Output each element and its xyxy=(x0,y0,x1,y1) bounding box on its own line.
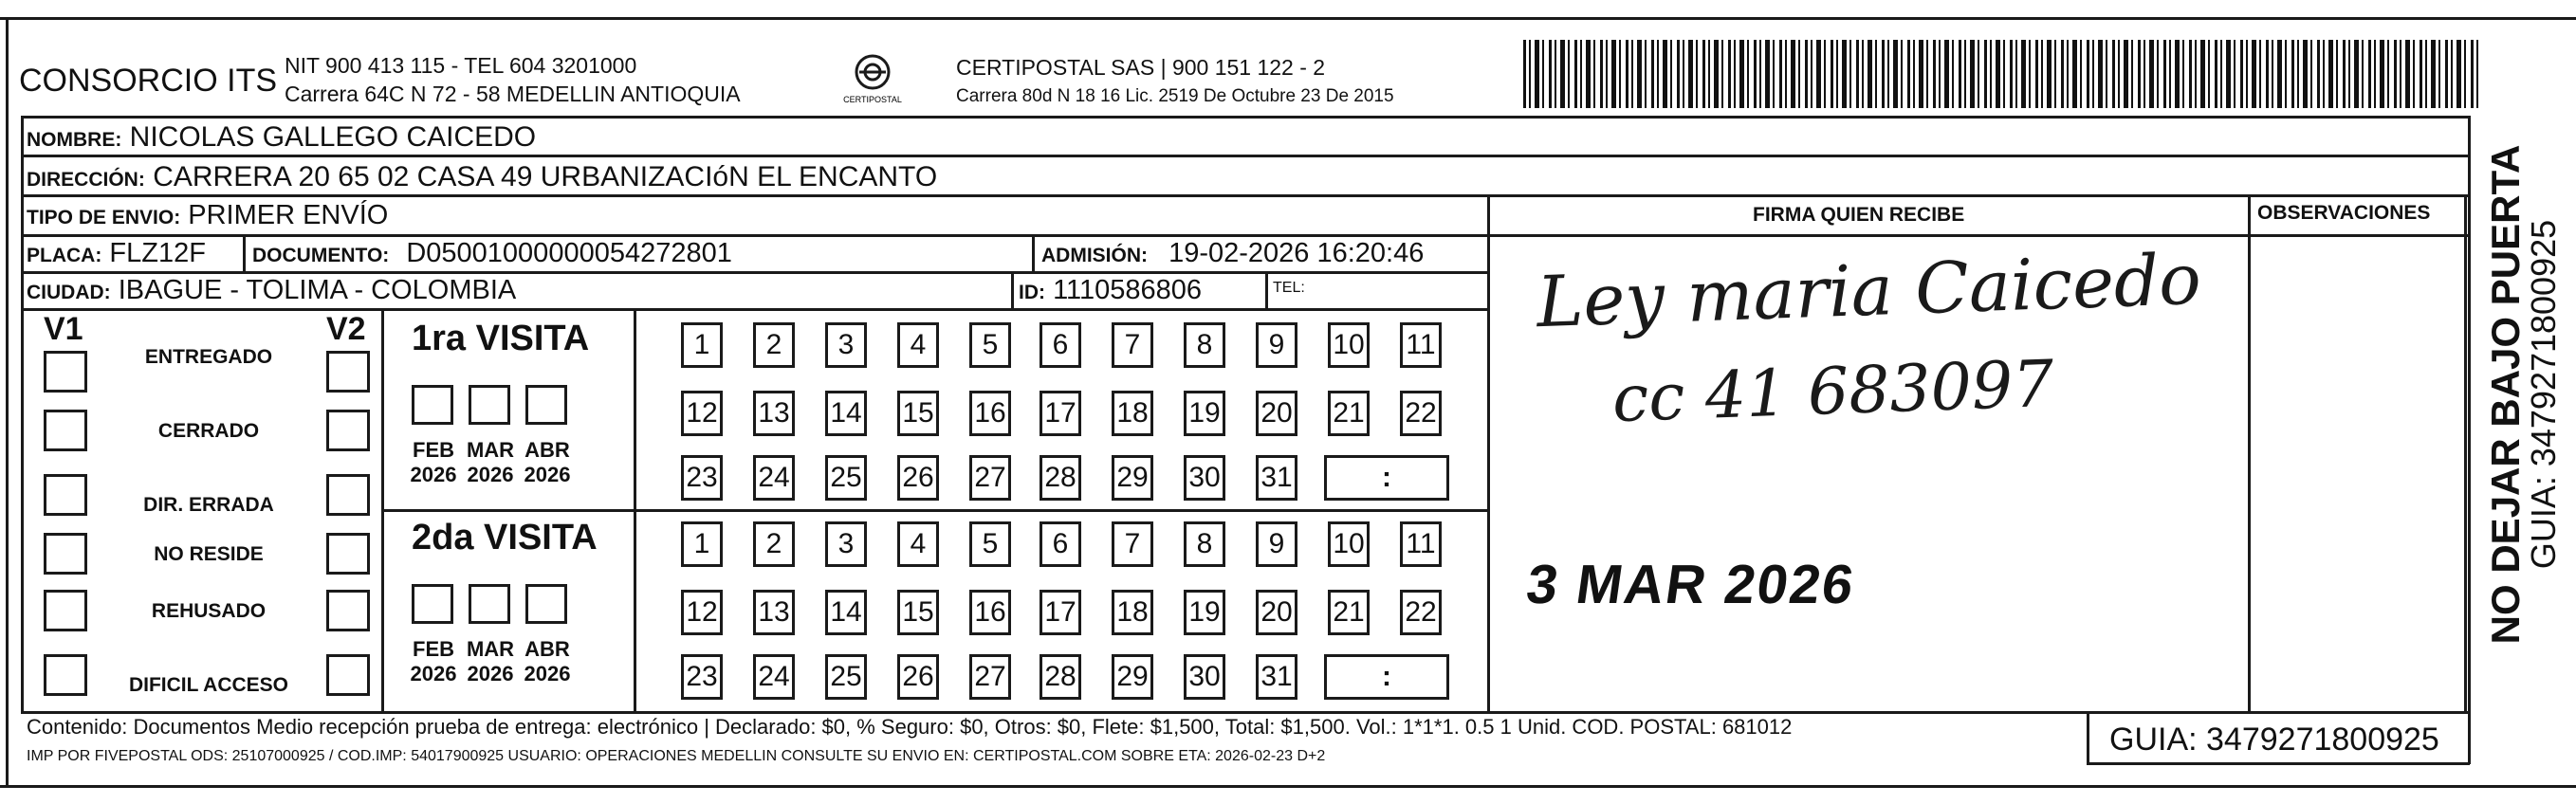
day-box[interactable]: 19 xyxy=(1184,391,1225,436)
day-box[interactable]: 28 xyxy=(1040,455,1081,501)
day-box[interactable]: 17 xyxy=(1040,590,1081,635)
type-row xyxy=(27,202,388,229)
status-checkbox-v1[interactable] xyxy=(44,590,87,631)
day-box[interactable]: 4 xyxy=(897,322,939,368)
day-box[interactable]: 18 xyxy=(1112,391,1153,436)
admission-label: ADMISIÓN: xyxy=(1041,245,1148,266)
year-label: 2026 xyxy=(467,662,514,685)
day-box[interactable]: 5 xyxy=(969,521,1011,567)
day-box[interactable]: 10 xyxy=(1328,521,1370,567)
recipient-name: NICOLAS GALLEGO CAICEDO xyxy=(129,121,537,153)
day-box[interactable]: 3 xyxy=(825,521,867,567)
day-box[interactable]: 6 xyxy=(1040,521,1081,567)
day-box[interactable]: 23 xyxy=(681,455,723,501)
plate-label: PLACA: xyxy=(27,245,102,266)
year-label: 2026 xyxy=(524,463,571,486)
day-box[interactable]: 4 xyxy=(897,521,939,567)
id-row xyxy=(1019,277,1202,304)
day-box[interactable]: 23 xyxy=(681,654,723,700)
day-box[interactable]: 2 xyxy=(753,322,795,368)
day-box[interactable]: 8 xyxy=(1184,521,1225,567)
status-checkbox-v2[interactable] xyxy=(326,410,370,451)
day-box[interactable]: 24 xyxy=(753,455,795,501)
status-checkbox-v1[interactable] xyxy=(44,654,87,696)
day-box[interactable]: 16 xyxy=(969,590,1011,635)
day-box[interactable]: 14 xyxy=(825,590,867,635)
status-checkbox-v2[interactable] xyxy=(326,590,370,631)
tel-label: TEL: xyxy=(1273,280,1305,296)
v1-header: V1 xyxy=(44,311,83,347)
status-checkbox-v2[interactable] xyxy=(326,351,370,393)
day-box[interactable]: 16 xyxy=(969,391,1011,436)
day-box[interactable]: 30 xyxy=(1184,654,1225,700)
status-label: CERRADO xyxy=(157,420,260,442)
day-box[interactable]: 8 xyxy=(1184,322,1225,368)
name-row xyxy=(27,123,536,152)
day-box[interactable]: 1 xyxy=(681,521,723,567)
day-box[interactable]: 31 xyxy=(1256,455,1297,501)
day-box[interactable]: 26 xyxy=(897,455,939,501)
day-box[interactable]: 19 xyxy=(1184,590,1225,635)
month-label: FEB xyxy=(413,438,454,462)
id-value: 1110586806 xyxy=(1053,275,1203,305)
carrier-name: CERTIPOSTAL SAS | 900 151 122 - 2 xyxy=(956,55,1326,80)
observations-header: OBSERVACIONES xyxy=(2257,202,2431,224)
barcode xyxy=(1523,40,2481,108)
year-label: 2026 xyxy=(410,463,457,486)
day-box[interactable]: 7 xyxy=(1112,322,1153,368)
recipient-address: CARRERA 20 65 02 CASA 49 URBANIZACIóN EL ENCANTO xyxy=(153,161,938,192)
month-label: MAR xyxy=(466,438,515,462)
status-label: NO RESIDE xyxy=(154,543,264,565)
day-box[interactable]: 13 xyxy=(753,590,795,635)
handwritten-signature[interactable]: Ley maria Caicedo xyxy=(1535,238,2203,344)
admission-row xyxy=(1041,240,1424,267)
day-box[interactable]: 12 xyxy=(681,391,723,436)
year-label: 2026 xyxy=(410,662,457,685)
day-box[interactable]: 1 xyxy=(681,322,723,368)
footer-guia: GUIA: 3479271800925 xyxy=(2109,722,2439,758)
type-label: TIPO DE ENVIO: xyxy=(27,207,181,228)
day-box[interactable]: 20 xyxy=(1256,391,1297,436)
month-label: FEB xyxy=(413,637,454,661)
day-box[interactable]: 2 xyxy=(753,521,795,567)
status-label: DIR. ERRADA xyxy=(143,494,274,516)
year-label: 2026 xyxy=(524,662,571,685)
status-checkbox-v1[interactable] xyxy=(44,410,87,451)
status-label: REHUSADO xyxy=(151,600,267,622)
certipostal-logo-icon xyxy=(835,51,911,108)
footer-contents: Contenido: Documentos Medio recepción prueba de entrega: electrónico | Declarado: $0, % Seguro: $0, Otros: $0, Flete: $1,500, Total: $1,500. Vol.: 1*1*1. 0.5 1 Unid. COD. POSTAL: 681012 xyxy=(27,715,1793,739)
year-label: 2026 xyxy=(467,463,514,486)
city-row xyxy=(27,277,516,304)
handwritten-id-number: cc 41 683097 xyxy=(1610,346,2055,438)
status-checkbox-v2[interactable] xyxy=(326,654,370,696)
day-box[interactable]: 9 xyxy=(1256,322,1297,368)
day-box[interactable]: 27 xyxy=(969,654,1011,700)
month-checkbox[interactable] xyxy=(469,385,510,425)
month-checkbox[interactable] xyxy=(525,385,567,425)
day-box[interactable]: 31 xyxy=(1256,654,1297,700)
plate-row xyxy=(27,240,206,267)
day-box[interactable]: 29 xyxy=(1112,455,1153,501)
city-label: CIUDAD: xyxy=(27,282,111,303)
month-checkbox[interactable] xyxy=(412,385,453,425)
status-checkbox-v1[interactable] xyxy=(44,474,87,516)
status-label: ENTREGADO xyxy=(144,346,273,368)
address-label: DIRECCIÓN: xyxy=(27,169,145,191)
shipment-type: PRIMER ENVÍO xyxy=(188,200,389,230)
svg-text:CERTIPOSTAL: CERTIPOSTAL xyxy=(843,95,902,104)
day-box[interactable]: 28 xyxy=(1040,654,1081,700)
time-box[interactable]: : xyxy=(1324,654,1449,700)
day-box[interactable]: 9 xyxy=(1256,521,1297,567)
day-box[interactable]: 30 xyxy=(1184,455,1225,501)
month-label: ABR xyxy=(524,438,570,462)
day-box[interactable]: 24 xyxy=(753,654,795,700)
day-box[interactable]: 3 xyxy=(825,322,867,368)
document-value: D05001000000054272801 xyxy=(406,238,732,268)
date-stamp: 3 MAR 2026 xyxy=(1522,554,1860,615)
time-box[interactable]: : xyxy=(1324,455,1449,501)
day-box[interactable]: 15 xyxy=(897,590,939,635)
side-guia: GUIA: 3479271800925 xyxy=(2524,219,2563,570)
day-box[interactable]: 7 xyxy=(1112,521,1153,567)
day-box[interactable]: 15 xyxy=(897,391,939,436)
day-box[interactable]: 25 xyxy=(825,455,867,501)
visit-title: 1ra VISITA xyxy=(412,319,590,358)
status-checkbox-v1[interactable] xyxy=(44,533,87,575)
day-box[interactable]: 25 xyxy=(825,654,867,700)
signature-header: FIRMA QUIEN RECIBE xyxy=(1753,204,1965,226)
address-row xyxy=(27,163,937,192)
day-box[interactable]: 10 xyxy=(1328,322,1370,368)
day-box[interactable]: 12 xyxy=(681,590,723,635)
status-checkbox-v2[interactable] xyxy=(326,474,370,516)
sender-name: CONSORCIO ITS xyxy=(19,63,278,99)
day-box[interactable]: 6 xyxy=(1040,322,1081,368)
day-box[interactable]: 27 xyxy=(969,455,1011,501)
month-checkbox[interactable] xyxy=(469,584,510,624)
month-label: MAR xyxy=(466,637,515,661)
side-text xyxy=(2470,123,2574,692)
day-box[interactable]: 14 xyxy=(825,391,867,436)
day-box[interactable]: 21 xyxy=(1328,590,1370,635)
admission-value: 19-02-2026 16:20:46 xyxy=(1168,238,1425,268)
month-label: ABR xyxy=(524,637,570,661)
day-box[interactable]: 26 xyxy=(897,654,939,700)
document-row xyxy=(252,240,732,267)
document-label: DOCUMENTO: xyxy=(252,245,390,266)
month-checkbox[interactable] xyxy=(412,584,453,624)
v2-header: V2 xyxy=(326,311,366,347)
day-box[interactable]: 21 xyxy=(1328,391,1370,436)
status-checkbox-v2[interactable] xyxy=(326,533,370,575)
status-checkbox-v1[interactable] xyxy=(44,351,87,393)
day-box[interactable]: 5 xyxy=(969,322,1011,368)
city-value: IBAGUE - TOLIMA - COLOMBIA xyxy=(118,275,517,305)
status-label: DIFICIL ACCESO xyxy=(128,674,288,696)
day-box[interactable]: 22 xyxy=(1400,391,1442,436)
sender-nit: NIT 900 413 115 - TEL 604 3201000 xyxy=(285,53,637,78)
day-box[interactable]: 18 xyxy=(1112,590,1153,635)
month-checkbox[interactable] xyxy=(525,584,567,624)
footer-imp: IMP POR FIVEPOSTAL ODS: 25107000925 / COD.IMP: 54017900925 USUARIO: OPERACIONES MEDELLIN CONSULTE SU ENVIO EN: CERTIPOSTAL.COM SOBRE ETA: 2026-02-23 D+2 xyxy=(27,748,1326,764)
sender-address: Carrera 64C N 72 - 58 MEDELLIN ANTIOQUIA xyxy=(285,82,741,106)
day-box[interactable]: 11 xyxy=(1400,521,1442,567)
visit-title: 2da VISITA xyxy=(412,518,598,557)
day-box[interactable]: 20 xyxy=(1256,590,1297,635)
day-box[interactable]: 13 xyxy=(753,391,795,436)
day-box[interactable]: 22 xyxy=(1400,590,1442,635)
plate-value: FLZ12F xyxy=(109,238,206,268)
name-label: NOMBRE: xyxy=(27,129,122,151)
day-box[interactable]: 11 xyxy=(1400,322,1442,368)
day-box[interactable]: 17 xyxy=(1040,391,1081,436)
carrier-address: Carrera 80d N 18 16 Lic. 2519 De Octubre 23 De 2015 xyxy=(956,86,1394,106)
id-label: ID: xyxy=(1019,282,1045,303)
no-dejar-bajo-puerta: NO DEJAR BAJO PUERTA xyxy=(2483,144,2528,645)
day-box[interactable]: 29 xyxy=(1112,654,1153,700)
